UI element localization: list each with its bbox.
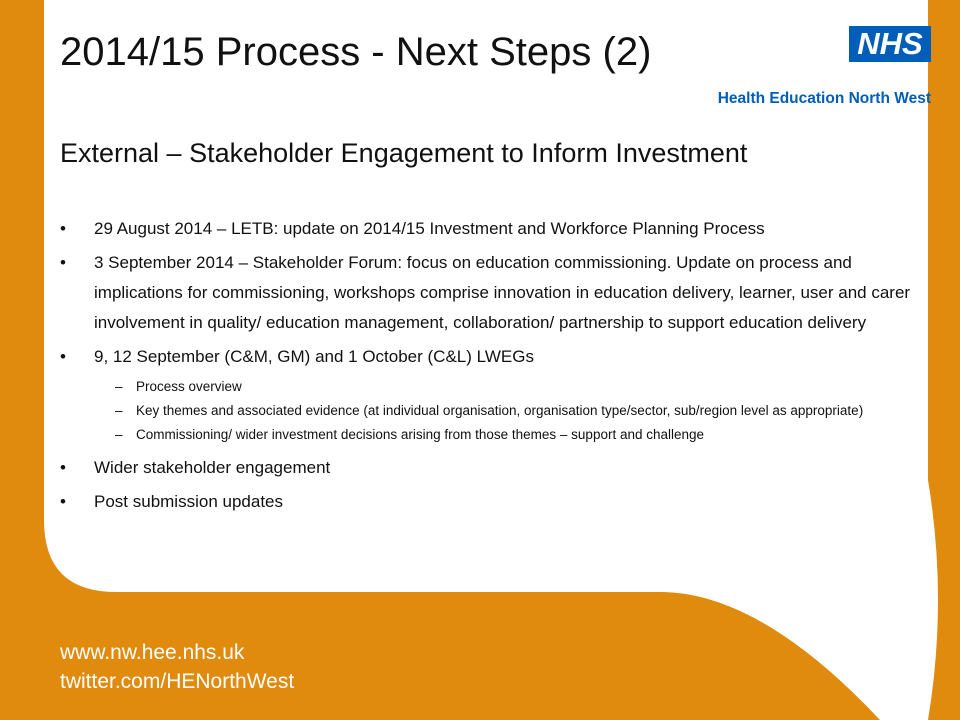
bullet-text: Wider stakeholder engagement bbox=[94, 458, 331, 477]
bullet-text: 9, 12 September (C&M, GM) and 1 October (C&L) LWEGs bbox=[94, 347, 534, 366]
bullet-text: 3 September 2014 – Stakeholder Forum: focus on education commissioning. Update on process and implications for commissioning, workshops comprise innovation in education delivery, learner, user and carer involvement in quality/ education management, collaboration/ partnership to support education delivery bbox=[94, 253, 911, 332]
bullet-item bbox=[60, 453, 940, 483]
nhs-mark: NHS bbox=[849, 26, 931, 62]
sub-bullet-item bbox=[60, 400, 940, 421]
sub-bullet-item bbox=[60, 376, 940, 397]
bullet-item bbox=[60, 342, 940, 372]
slide-subtitle: External – Stakeholder Engagement to Inform Investment bbox=[60, 138, 748, 168]
bullet-text: 29 August 2014 – LETB: update on 2014/15 Investment and Workforce Planning Process bbox=[94, 219, 765, 238]
bullet-marker: • bbox=[60, 458, 66, 477]
slide-title: 2014/15 Process - Next Steps (2) bbox=[60, 30, 652, 74]
bullet-marker: • bbox=[60, 347, 66, 366]
bullet-text: Post submission updates bbox=[94, 492, 283, 511]
nhs-logo bbox=[706, 26, 931, 116]
website-link[interactable]: www.nw.hee.nhs.uk bbox=[60, 641, 245, 664]
sub-bullet-marker: – bbox=[115, 403, 123, 418]
sub-bullet-text: Commissioning/ wider investment decisions arising from those themes – support and challenge bbox=[136, 427, 705, 442]
sub-bullet-list bbox=[60, 376, 940, 445]
footer-links bbox=[60, 638, 294, 696]
bullet-marker: • bbox=[60, 492, 66, 511]
bullet-item bbox=[60, 248, 940, 338]
bullet-item bbox=[60, 214, 940, 244]
bullet-marker: • bbox=[60, 219, 66, 238]
sub-bullet-marker: – bbox=[115, 379, 123, 394]
bullet-item bbox=[60, 487, 940, 517]
twitter-link[interactable]: twitter.com/HENorthWest bbox=[60, 670, 295, 693]
org-name: Health Education North West bbox=[717, 90, 931, 107]
sub-bullet-marker: – bbox=[115, 427, 123, 442]
bullet-marker: • bbox=[60, 253, 66, 272]
sub-bullet-text: Key themes and associated evidence (at individual organisation, organisation type/sector, sub/region level as appropriate) bbox=[136, 403, 864, 418]
sub-bullet-text: Process overview bbox=[136, 379, 242, 394]
sub-bullet-item bbox=[60, 424, 940, 445]
bullet-list bbox=[60, 214, 940, 521]
